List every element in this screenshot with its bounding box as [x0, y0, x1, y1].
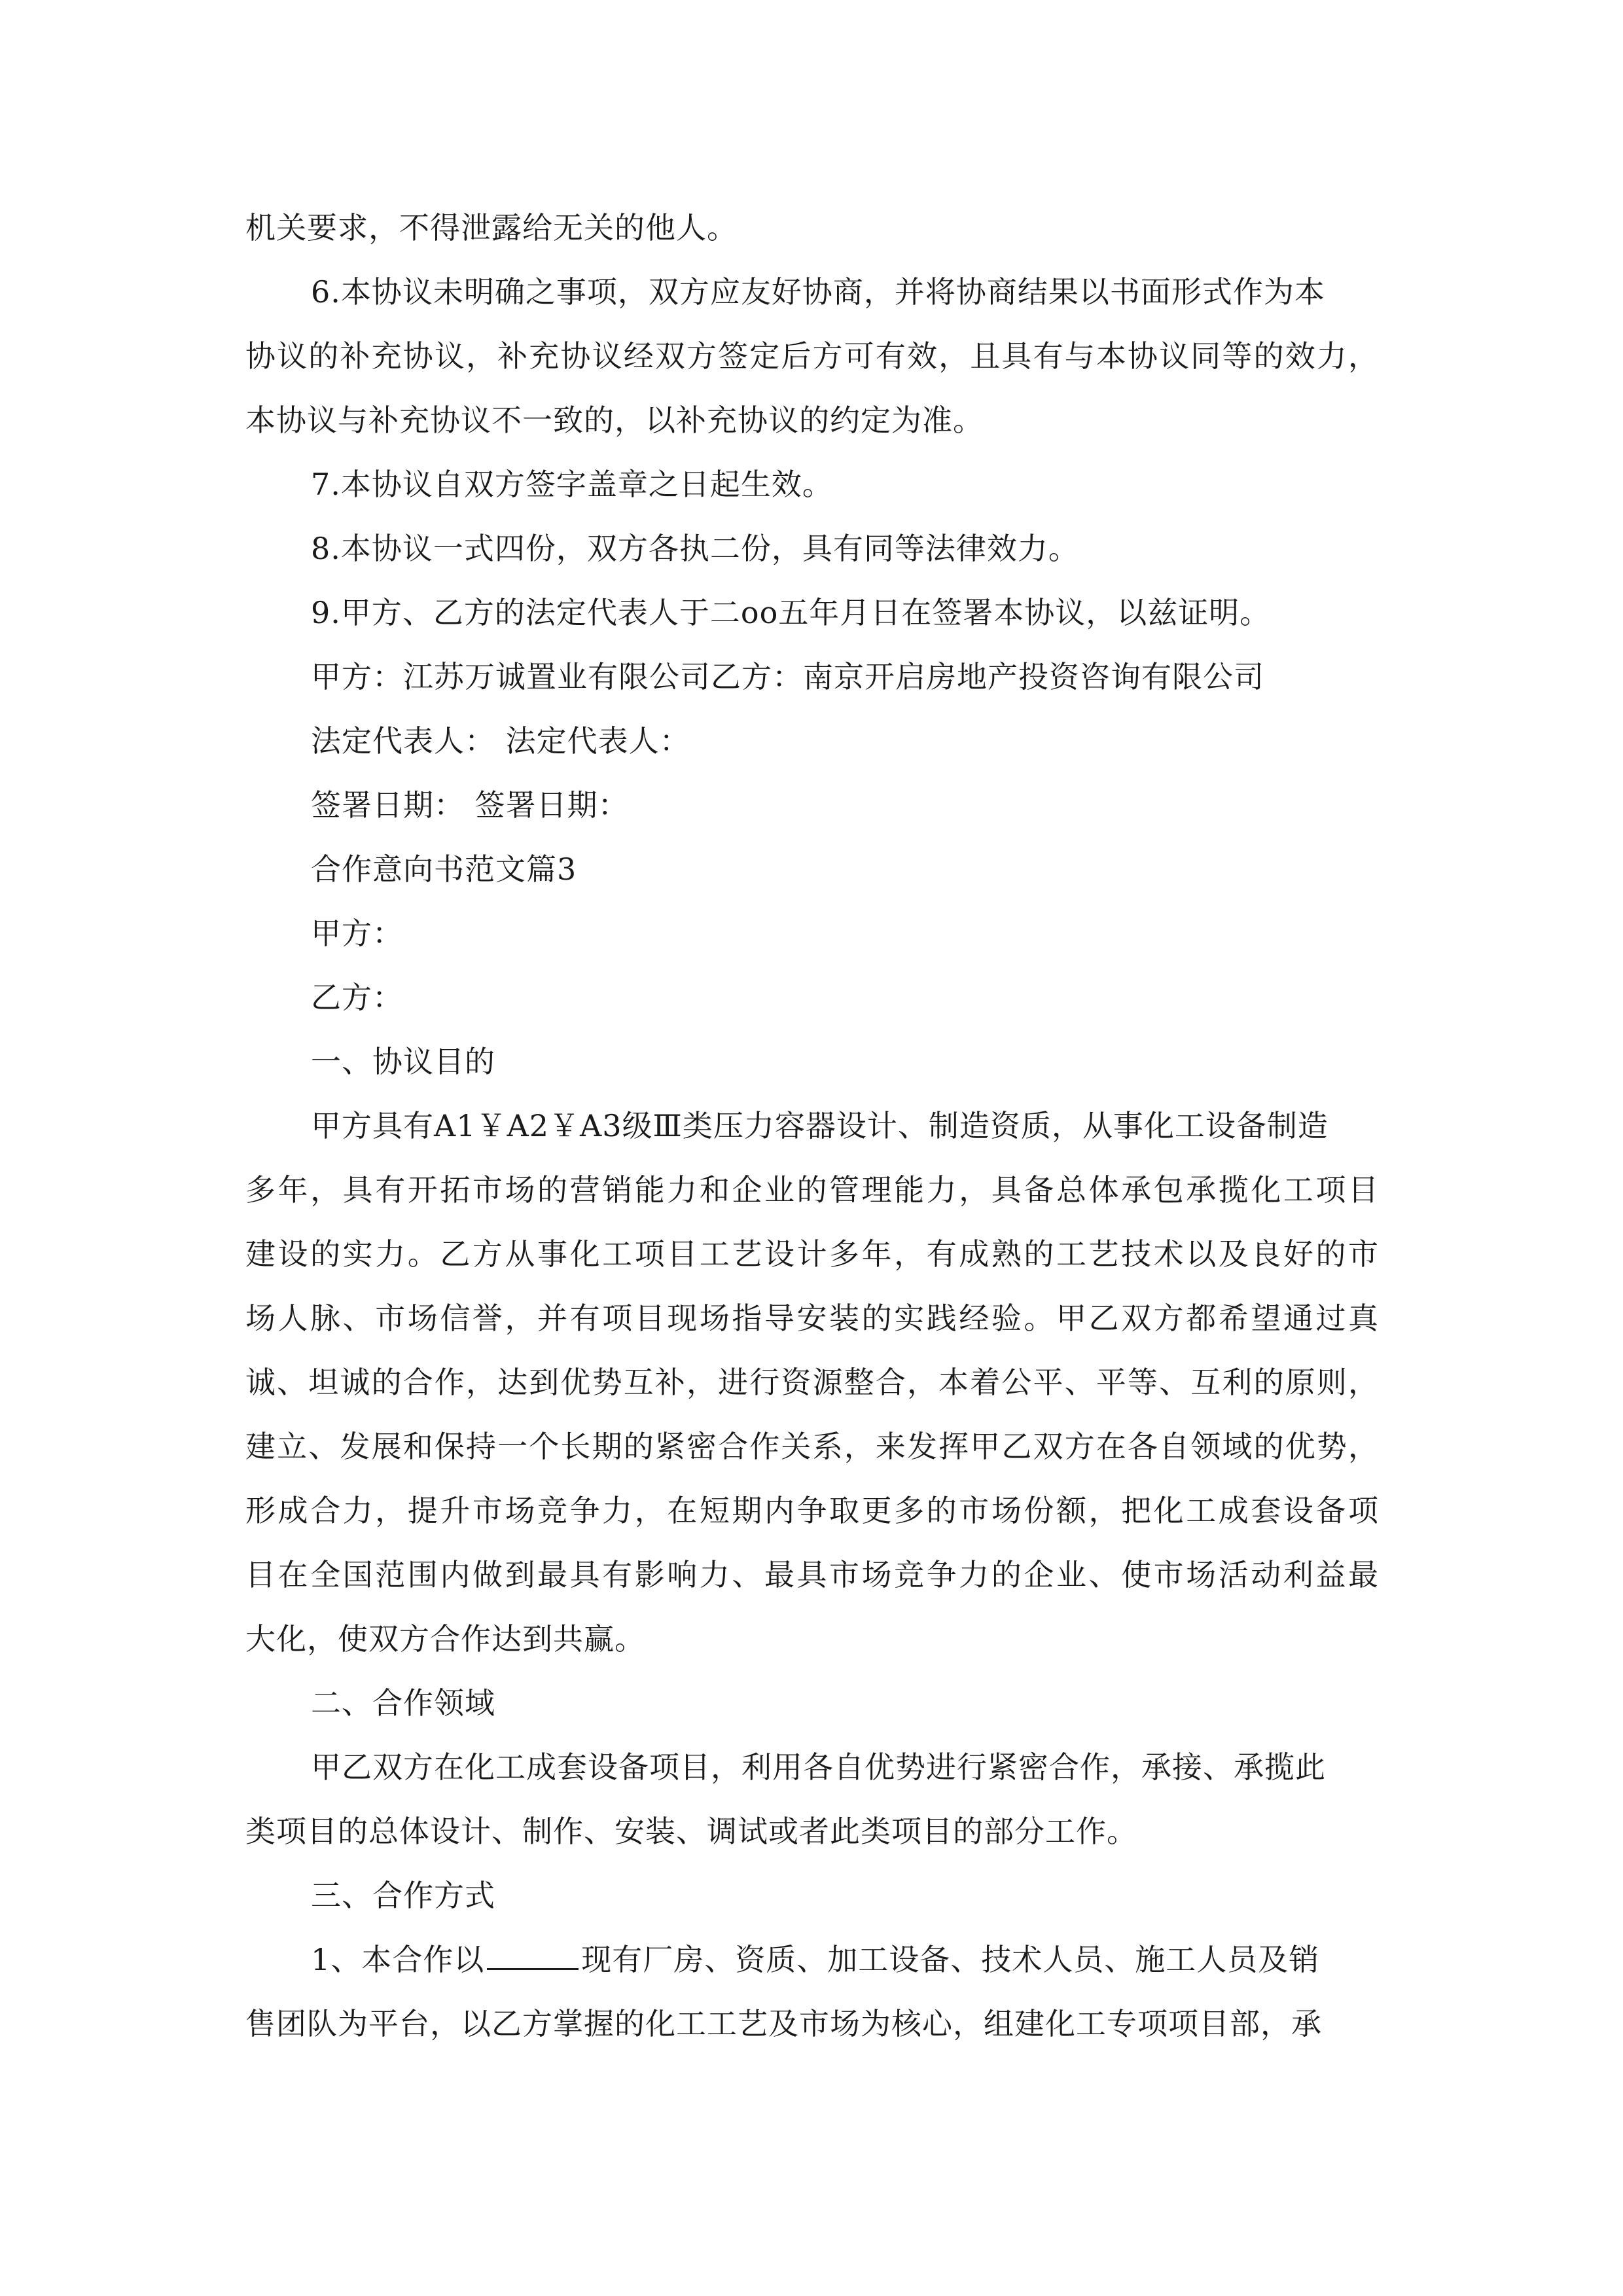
text-line: 乙方：	[311, 980, 403, 1015]
text-line: 法定代表人： 法定代表人：	[311, 723, 690, 759]
text-line: 签署日期： 签署日期：	[311, 787, 629, 823]
text-line: 协议的补充协议，补充协议经双方签定后方可有效，且具有与本协议同等的效力，	[245, 338, 1379, 374]
text-line: 8.本协议一式四份，双方各执二份，具有同等法律效力。	[311, 531, 1079, 566]
text-line: 机关要求，不得泄露给无关的他人。	[245, 210, 738, 245]
text-line: 场人脉、市场信誉，并有项目现场指导安装的实践经验。甲乙双方都希望通过真	[245, 1300, 1379, 1336]
section-heading: 二、合作领域	[311, 1685, 495, 1721]
text-fragment: 现有厂房、资质、加工设备、技术人员、施工人员及销	[581, 1942, 1320, 1977]
text-line-with-blank	[311, 1940, 1319, 1979]
text-line: 甲乙双方在化工成套设备项目，利用各自优势进行紧密合作，承接、承揽此	[311, 1749, 1326, 1785]
text-line: 9.甲方、乙方的法定代表人于二oo五年月日在签署本协议，以兹证明。	[311, 595, 1271, 630]
text-line: 大化，使双方合作达到共赢。	[245, 1621, 645, 1657]
text-line: 甲方：江苏万诚置业有限公司乙方：南京开启房地产投资咨询有限公司	[311, 659, 1264, 694]
section-heading: 三、合作方式	[311, 1878, 495, 1913]
section-title: 合作意向书范文篇3	[311, 852, 577, 887]
text-line: 本协议与补充协议不一致的，以补充协议的约定为准。	[245, 403, 984, 438]
text-line: 形成合力，提升市场竞争力，在短期内争取更多的市场份额，把化工成套设备项	[245, 1493, 1379, 1528]
text-line: 建设的实力。乙方从事化工项目工艺设计多年，有成熟的工艺技术以及良好的市	[245, 1236, 1379, 1272]
text-line: 售团队为平台，以乙方掌握的化工工艺及市场为核心，组建化工专项项目部，承	[245, 2006, 1322, 2041]
text-line: 建立、发展和保持一个长期的紧密合作关系，来发挥甲乙双方在各自领域的优势，	[245, 1429, 1379, 1464]
fill-in-blank	[487, 1965, 579, 1970]
text-line: 目在全国范围内做到最具有影响力、最具市场竞争力的企业、使市场活动利益最	[245, 1557, 1379, 1592]
text-line: 甲方具有A1￥A2￥A3级Ⅲ类压力容器设计、制造资质，从事化工设备制造	[311, 1108, 1329, 1143]
text-line: 7.本协议自双方签字盖章之日起生效。	[311, 467, 833, 502]
section-heading: 一、协议目的	[311, 1044, 495, 1079]
text-line: 6.本协议未明确之事项，双方应友好协商，并将协商结果以书面形式作为本	[311, 274, 1325, 310]
text-fragment: 1、本合作以	[311, 1942, 485, 1977]
text-line: 多年，具有开拓市场的营销能力和企业的管理能力，具备总体承包承揽化工项目	[245, 1172, 1379, 1208]
text-line: 类项目的总体设计、制作、安装、调试或者此类项目的部分工作。	[245, 1814, 1137, 1849]
text-line: 诚、坦诚的合作，达到优势互补，进行资源整合，本着公平、平等、互利的原则，	[245, 1365, 1379, 1400]
text-line: 甲方：	[311, 916, 403, 951]
